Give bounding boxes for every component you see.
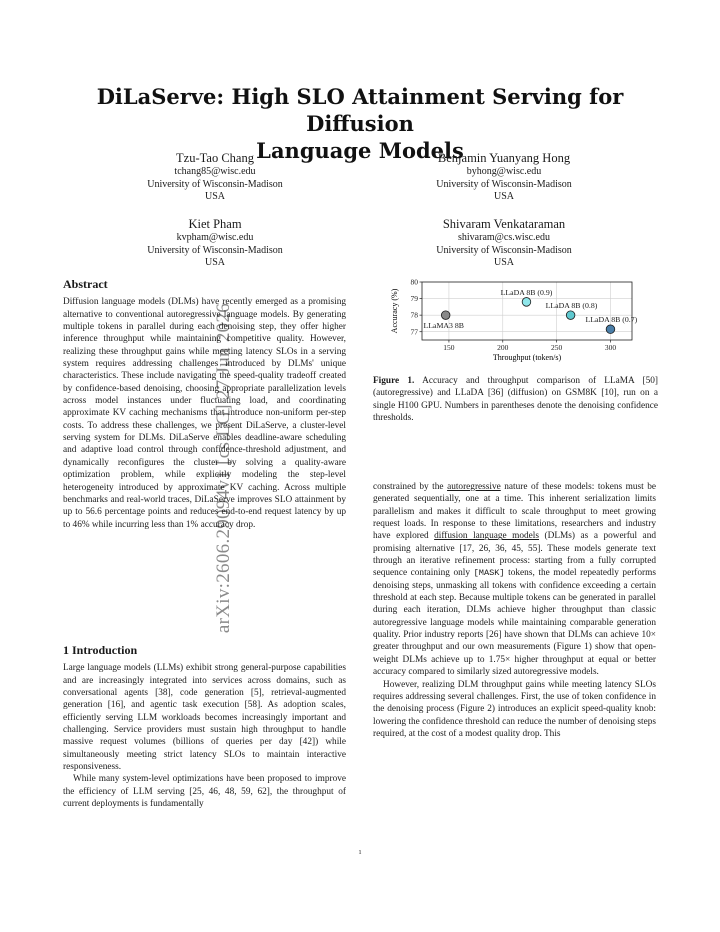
introduction-paragraph-1: Large language models (LLMs) exhibit strong general-purpose capabilities and are increasingly integrated into services across domains, such as conversational agents [38], code generation [5], retrieval-augmented generation [16], and agentic task execution [58]. As adoption scales, efficiently serving LLM workloads becomes increasingly important and challenging. Service providers must sustain high throughput to handle massive request volumes (billions of queries per day [42]) while simultaneously meeting strict latency SLOs to maintain interactive responsiveness. (63, 663, 346, 773)
author-name: Kiet Pham (188, 217, 242, 231)
introduction-paragraph-3 (373, 481, 656, 679)
author-email[interactable]: shivaram@cs.wisc.edu (458, 232, 550, 243)
data-point (522, 298, 531, 307)
data-point-label: LLaDA 8B (0.7) (585, 315, 638, 325)
author-block-4 (374, 216, 634, 270)
x-tick-label: 200 (497, 343, 509, 352)
arxiv-identifier: arXiv:2606.29094v1 [cs.LG] 27 Jun 2026 (213, 302, 234, 634)
author-country: USA (204, 257, 225, 268)
data-point (606, 325, 615, 334)
scatter-plot (388, 276, 658, 364)
data-point (566, 311, 575, 320)
introduction-heading: 1 Introduction (63, 643, 138, 657)
abstract-section (63, 278, 346, 531)
author-block-1 (85, 150, 345, 204)
author-affiliation: University of Wisconsin-Madison (147, 178, 283, 190)
link-diffusion-language-models[interactable]: diffusion language models (434, 531, 540, 542)
x-tick-label: 150 (443, 343, 455, 352)
data-point-label: LLaMA3 8B (423, 321, 464, 331)
x-tick-label: 300 (604, 343, 617, 352)
data-point (441, 311, 450, 320)
author-block-2 (374, 150, 634, 204)
author-email[interactable]: tchang85@wisc.edu (174, 166, 256, 177)
paper-title-line-1: DiLaServe: High SLO Attainment Serving for Diffusion (96, 84, 624, 136)
author-affiliation: University of Wisconsin-Madison (436, 178, 572, 190)
y-tick-label: 80 (410, 277, 418, 287)
introduction-section (63, 644, 346, 810)
introduction-continued (373, 481, 656, 740)
figure-label: Figure 1. (373, 376, 415, 386)
text-run: (DLMs) as a powerful and promising alternative [17, 26, 36, 45, 55]. These models generate text through an iterative refinement process: starting from a fully corrupted sequence containing only (373, 531, 656, 579)
page-number: 1 (358, 849, 362, 856)
author-country: USA (204, 191, 225, 202)
author-country: USA (493, 191, 514, 202)
abstract-heading: Abstract (63, 277, 108, 291)
figure-1-chart (388, 276, 658, 364)
introduction-paragraph-2: While many system-level optimizations have been proposed to improve the efficiency of LLM serving [25, 46, 48, 59, 62], the throughput of current deployments is fundamentally (63, 774, 346, 810)
author-email[interactable]: kvpham@wisc.edu (176, 232, 254, 243)
mask-token: [MASK] (473, 568, 505, 579)
figure-1-caption (373, 375, 658, 424)
author-email[interactable]: byhong@wisc.edu (466, 166, 542, 177)
author-name: Shivaram Venkataraman (442, 217, 566, 231)
data-point-label: LLaDA 8B (0.8) (545, 301, 598, 311)
x-axis-label: Throughput (token/s) (492, 353, 562, 362)
text-run: constrained by the (373, 482, 448, 492)
y-tick-label: 77 (410, 327, 418, 337)
author-affiliation: University of Wisconsin-Madison (147, 244, 283, 256)
y-axis-label: Accuracy (%) (390, 288, 399, 334)
y-tick-label: 79 (410, 294, 418, 304)
author-block-3 (85, 216, 345, 270)
author-name: Benjamin Yuanyang Hong (437, 151, 571, 165)
figure-caption-text: Accuracy and throughput comparison of LLaMA [50] (autoregressive) and LLaDA [36] (diffusion) on GSM8K [10], run on a single H100 GPU. Numbers in parentheses denote the denoising confidence thresholds. (373, 376, 658, 424)
paper-title-line-2: Language Models (256, 138, 464, 163)
data-point-label: LLaDA 8B (0.9) (500, 287, 553, 297)
link-autoregressive[interactable]: autoregressive (447, 482, 501, 492)
introduction-paragraph-4: However, realizing DLM throughput gains while meeting latency SLOs requires addressing several challenges. First, the use of token confidence in the denoising process (Figure 2) introduces an explicit speed-quality knob: lowering the confidence threshold can reduce the number of denoising steps required, at the cost of a modest quality drop. This (373, 679, 656, 739)
text-run: nature of these models: tokens must be generated sequentially, one at a time. This inherent serialization limits parallelism and makes it difficult to scale throughput to meet growing request loads. In response to these limitations, researchers and industry have explored (373, 482, 657, 542)
x-tick-label: 250 (550, 343, 563, 352)
chart-points (424, 288, 638, 334)
author-affiliation: University of Wisconsin-Madison (436, 244, 572, 256)
text-run: tokens, the model repeatedly performs denoising steps, unmasking all tokens with confidence exceeding a certain threshold at each step. Because multiple tokens can be generated in parallel during each iteration, DLMs achieve higher throughput than classic autoregressive language models while maintaining comparable generation quality. Prior industry reports [26] have shown that DLMs can achieve 10× greater throughput and our own measurements (Figure 1) show that open-weight DLMs achieve up to 1.75× higher throughput at equal or better accuracy compared to similarly sized autoregressive models. (373, 568, 656, 678)
author-country: USA (493, 257, 514, 268)
abstract-text: Diffusion language models (DLMs) have recently emerged as a promising alternative to conventional autoregressive language models. By generating multiple tokens in parallel during each denoising step, they offer higher inference throughput while maintaining competitive quality. However, realizing these throughput gains while meeting latency SLOs in a serving system requires addressing challenges introduced by DLMs' unique characteristics. These include navigating the speed-quality tradeoff created by confidence-based denoising, choosing appropriate parallelization levels across model instances under fluctuating load, and coordinating approximate KV caching mechanisms that introduce non-uniform per-step costs. To address these challenges, we present DiLaServe, a cluster-level serving system for DLMs. DiLaServe enables deadline-aware scheduling and adaptive load control through confidence-threshold adjustment, and dynamically reconfigures the cluster by solving a quality-aware optimization problem, while explicitly modeling the step-level heterogeneity introduced by approximate KV caching. Across multiple benchmarks and real-world traces, DiLaServe improves SLO attainment by up to 56.6 percentage points and reduces end-to-end request latency by up to 46% while incurring less than 1% accuracy drop. (63, 297, 346, 530)
y-tick-label: 78 (410, 310, 418, 320)
author-name: Tzu-Tao Chang (176, 151, 254, 165)
